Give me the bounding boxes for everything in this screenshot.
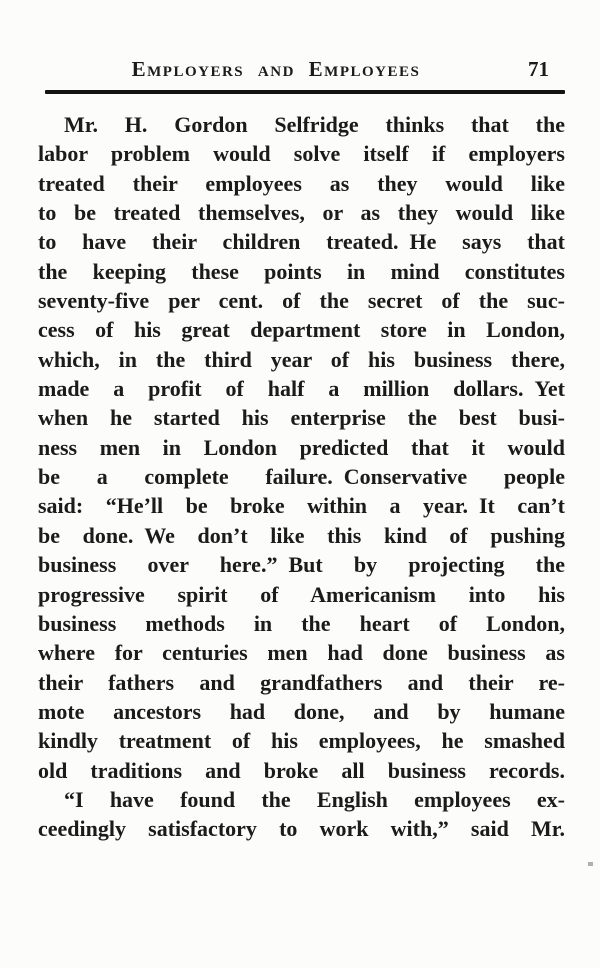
text-line: seventy-five per cent. of the secret of the suc-	[38, 288, 565, 314]
running-title: Employers and Employees	[131, 57, 421, 81]
header-rule	[45, 90, 565, 94]
text-line: Mr. H. Gordon Selfridge thinks that the	[64, 112, 565, 137]
text-line: labor problem would solve itself if employers	[38, 141, 565, 167]
text-line: be done. We don’t like this kind of pushing	[38, 522, 565, 548]
text-line: be a complete failure. Conservative people	[38, 464, 565, 490]
text-line: when he started his enterprise the best busi-	[38, 405, 565, 431]
text-line: treated their employees as they would like	[38, 170, 565, 196]
text-line: business methods in the heart of London,	[38, 610, 565, 636]
text-line: which, in the third year of his business there,	[38, 346, 565, 372]
text-line: ceedingly satisfactory to work with,” said Mr.	[38, 816, 565, 842]
text-line: where for centuries men had done business as	[38, 640, 565, 666]
text-line: to be treated themselves, or as they would like	[38, 200, 565, 226]
text-line: business over here.” But by projecting the	[38, 552, 565, 578]
text-line: the keeping these points in mind constitutes	[38, 258, 565, 284]
text-line: ness men in London predicted that it would	[38, 434, 565, 460]
text-line: “I have found the English employees ex-	[64, 786, 565, 812]
text-line: said: “He’ll be broke within a year. It can’t	[38, 493, 565, 519]
scan-speck	[588, 862, 593, 866]
text-line: cess of his great department store in London,	[38, 317, 565, 343]
text-line: mote ancestors had done, and by humane	[38, 698, 565, 724]
text-line: kindly treatment of his employees, he smashed	[38, 728, 565, 754]
text-line: to have their children treated. He says that	[38, 229, 565, 255]
page-header	[45, 0, 565, 82]
text-line: old traditions and broke all business records.	[38, 757, 565, 783]
page-number: 71	[528, 57, 549, 81]
body-text	[38, 110, 565, 844]
text-line: their fathers and grandfathers and their re-	[38, 669, 565, 695]
text-line: made a profit of half a million dollars. Yet	[38, 376, 565, 402]
text-line: progressive spirit of Americanism into his	[38, 581, 565, 607]
